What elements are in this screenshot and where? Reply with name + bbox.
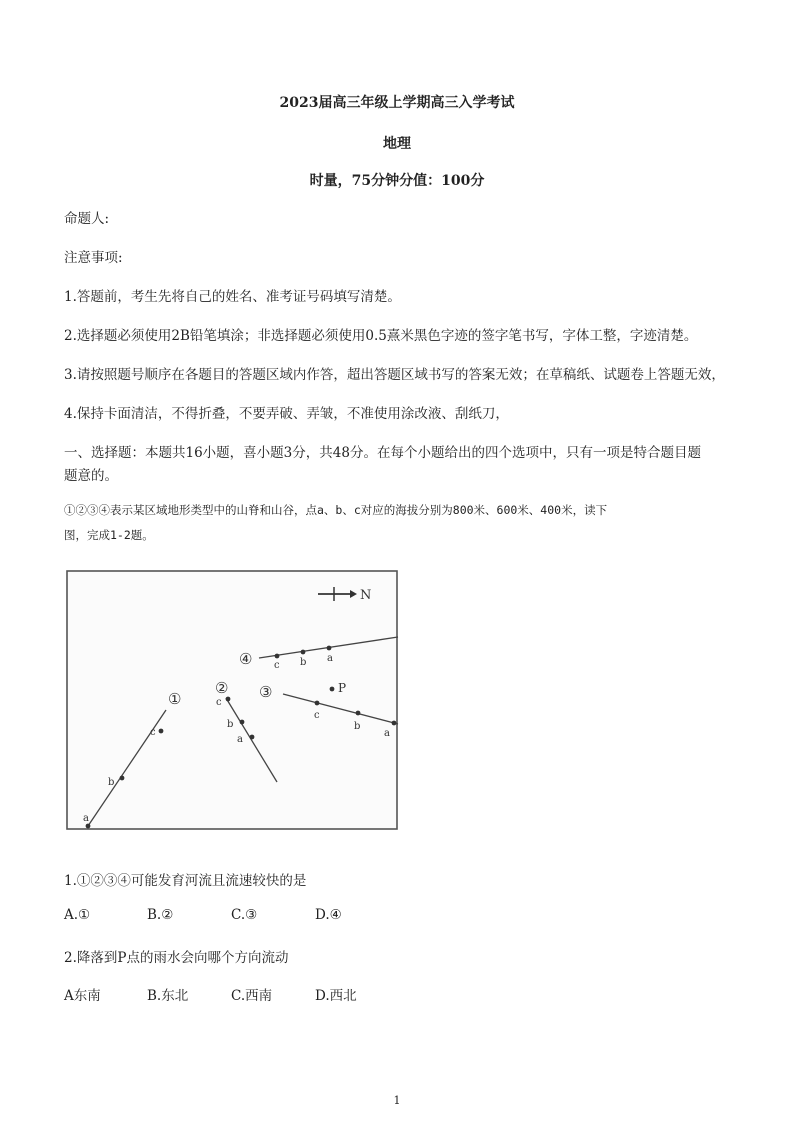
point-label-b: b [227, 719, 234, 730]
page-number: 1 [393, 1094, 401, 1107]
point-c [226, 697, 231, 702]
point-c [275, 654, 280, 659]
note-item: 3.请按照题号顺序在各题目的答题区域内作答，超出答题区域书写的答案无效；在草稿纸、试题卷上答题无效， [64, 367, 725, 383]
point-label-c: c [216, 697, 222, 708]
point-label-a: a [384, 728, 390, 739]
exam-title: 2023届高三年级上学期高三入学考试 [279, 95, 515, 111]
point-b [120, 776, 125, 781]
point-a [327, 646, 332, 651]
question-1-text: 1.①②③④可能发育河流且流速较快的是 [64, 873, 307, 889]
question-stem-cont: 图，完成1-2题。 [64, 528, 154, 542]
point-label-c: c [150, 727, 156, 738]
point-label-b: b [354, 721, 361, 732]
point-label-b: b [108, 777, 115, 788]
question-1-option-d[interactable]: D.④ [315, 907, 342, 923]
point-a [250, 735, 255, 740]
point-b [356, 711, 361, 716]
notes-title: 注意事项: [64, 250, 123, 266]
point-label-a: a [237, 734, 243, 745]
figure-frame [67, 571, 397, 829]
point-a [86, 824, 91, 829]
question-2-option-c[interactable]: C.西南 [231, 988, 273, 1004]
question-1-option-c[interactable]: C.③ [231, 907, 258, 923]
point-label-a: a [327, 653, 333, 664]
line-label-1: ① [168, 690, 182, 708]
line-label-2: ② [215, 679, 229, 697]
question-1-option-b[interactable]: B.② [147, 907, 174, 923]
question-2-option-a[interactable]: A东南 [64, 988, 101, 1004]
note-item: 2.选择题必须使用2B铅笔填涂；非选择题必须使用0.5熹米黑色字迹的签字笔书写，字体工整，字迹清楚。 [64, 328, 698, 344]
question-stem: ①②③④表示某区域地形类型中的山脊和山谷，点a、b、c对应的海拔分别为800米、600米、400米，读下 [64, 503, 608, 517]
point-label-c: c [274, 660, 280, 671]
point-b [301, 650, 306, 655]
point-label-b: b [300, 657, 307, 668]
subject-title: 地理 [383, 136, 411, 152]
point-label-a: a [83, 813, 89, 824]
question-2-option-b[interactable]: B.东北 [147, 988, 189, 1004]
point-b [240, 720, 245, 725]
section-heading-cont: 题意的。 [64, 468, 118, 484]
terrain-figure [66, 570, 406, 840]
north-label: N [360, 588, 372, 603]
question-1-option-a[interactable]: A.① [64, 907, 91, 923]
question-2-option-d[interactable]: D.西北 [315, 988, 357, 1004]
point-c [315, 701, 320, 706]
point-p [330, 687, 335, 692]
note-item: 1.答题前，考生先将自己的姓名、准考证号码填写清楚。 [64, 289, 401, 305]
question-2-text: 2.降落到P点的雨水会向哪个方向流动 [64, 950, 289, 966]
line-label-4: ④ [239, 650, 253, 668]
point-label-p: P [338, 681, 347, 695]
note-item: 4.保持卡面清洁，不得折叠，不要弄破、弄皱，不准使用涂改液、刮纸刀， [64, 406, 509, 422]
line-label-3: ③ [259, 683, 273, 701]
point-c [159, 729, 164, 734]
terrain-diagram [66, 570, 406, 840]
point-label-c: c [314, 710, 320, 721]
author-label: 命题人: [64, 211, 110, 227]
point-a [392, 721, 397, 726]
section-heading: 一、选择题：本题共16小题，喜小题3分，共48分。在每个小题给出的四个选项中，只有一项是特合题目题 [64, 445, 701, 461]
time-score: 时量，75分钟分值：100分 [309, 173, 485, 189]
